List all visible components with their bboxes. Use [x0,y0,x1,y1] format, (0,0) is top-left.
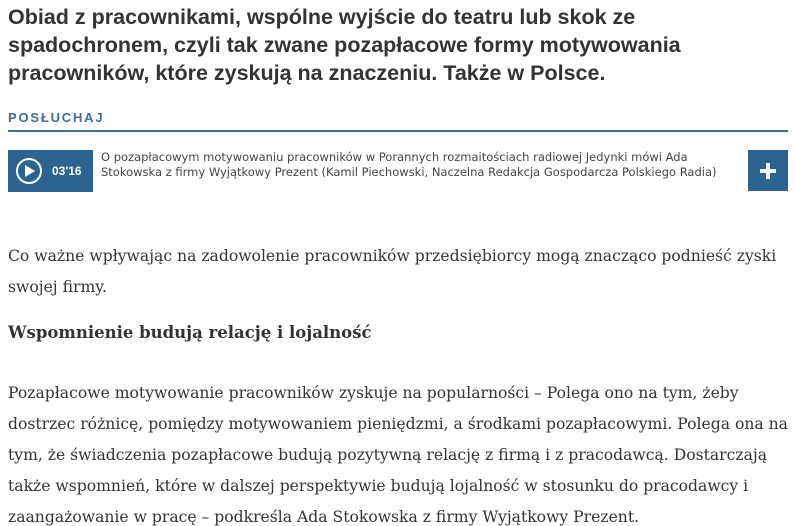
audio-duration: 03'16 [52,164,82,178]
section-divider [8,130,788,132]
play-icon[interactable] [16,158,42,184]
audio-description: O pozapłacowym motywowaniu pracowników w Porannych rozmaitościach radiowej Jedynki mówi Ada Stokowska z firmy Wyjątkowy Prezent (Kamil Piechowski, Naczelna Redakcja Gospodarcza Polskiego Radia) [101,150,717,179]
plus-icon [760,163,776,179]
expand-button[interactable] [748,150,788,191]
listen-section-label: POSŁUCHAJ [8,110,105,125]
article-lead: Obiad z pracownikami, wspólne wyjście do teatru lub skok ze spadochronem, czyli tak zwane pozapłacowe formy motywowania pracowników, które zyskują na znaczeniu. Także w Polsce. [8,5,681,85]
audio-player[interactable] [8,150,93,192]
article-paragraph: Pozapłacowe motywowanie pracowników zyskuje na popularności – Polega ono na tym, żeby dostrzec różnicę, pomiędzy motywowaniem pieniędzmi, a środkami pozapłacowymi. Polega ona na tym, że świadczenia pozapłacowe budują pozytywną relację z firmą i z pracodawcą. Dostarczają także wspomnień, które w dalszej perspektywie budują lojalność w stosunku do pracodawcy i zaangażowanie w pracę – podkreśla Ada Stokowska z firmy Wyjątkowy Prezent. [8,384,788,526]
article-paragraph: Co ważne wpływając na zadowolenie pracowników przedsiębiorcy mogą znacząco podnieść zyski swojej firmy. [8,247,777,296]
article-subheading: Wspomnienie budują relację i lojalność [8,323,372,342]
